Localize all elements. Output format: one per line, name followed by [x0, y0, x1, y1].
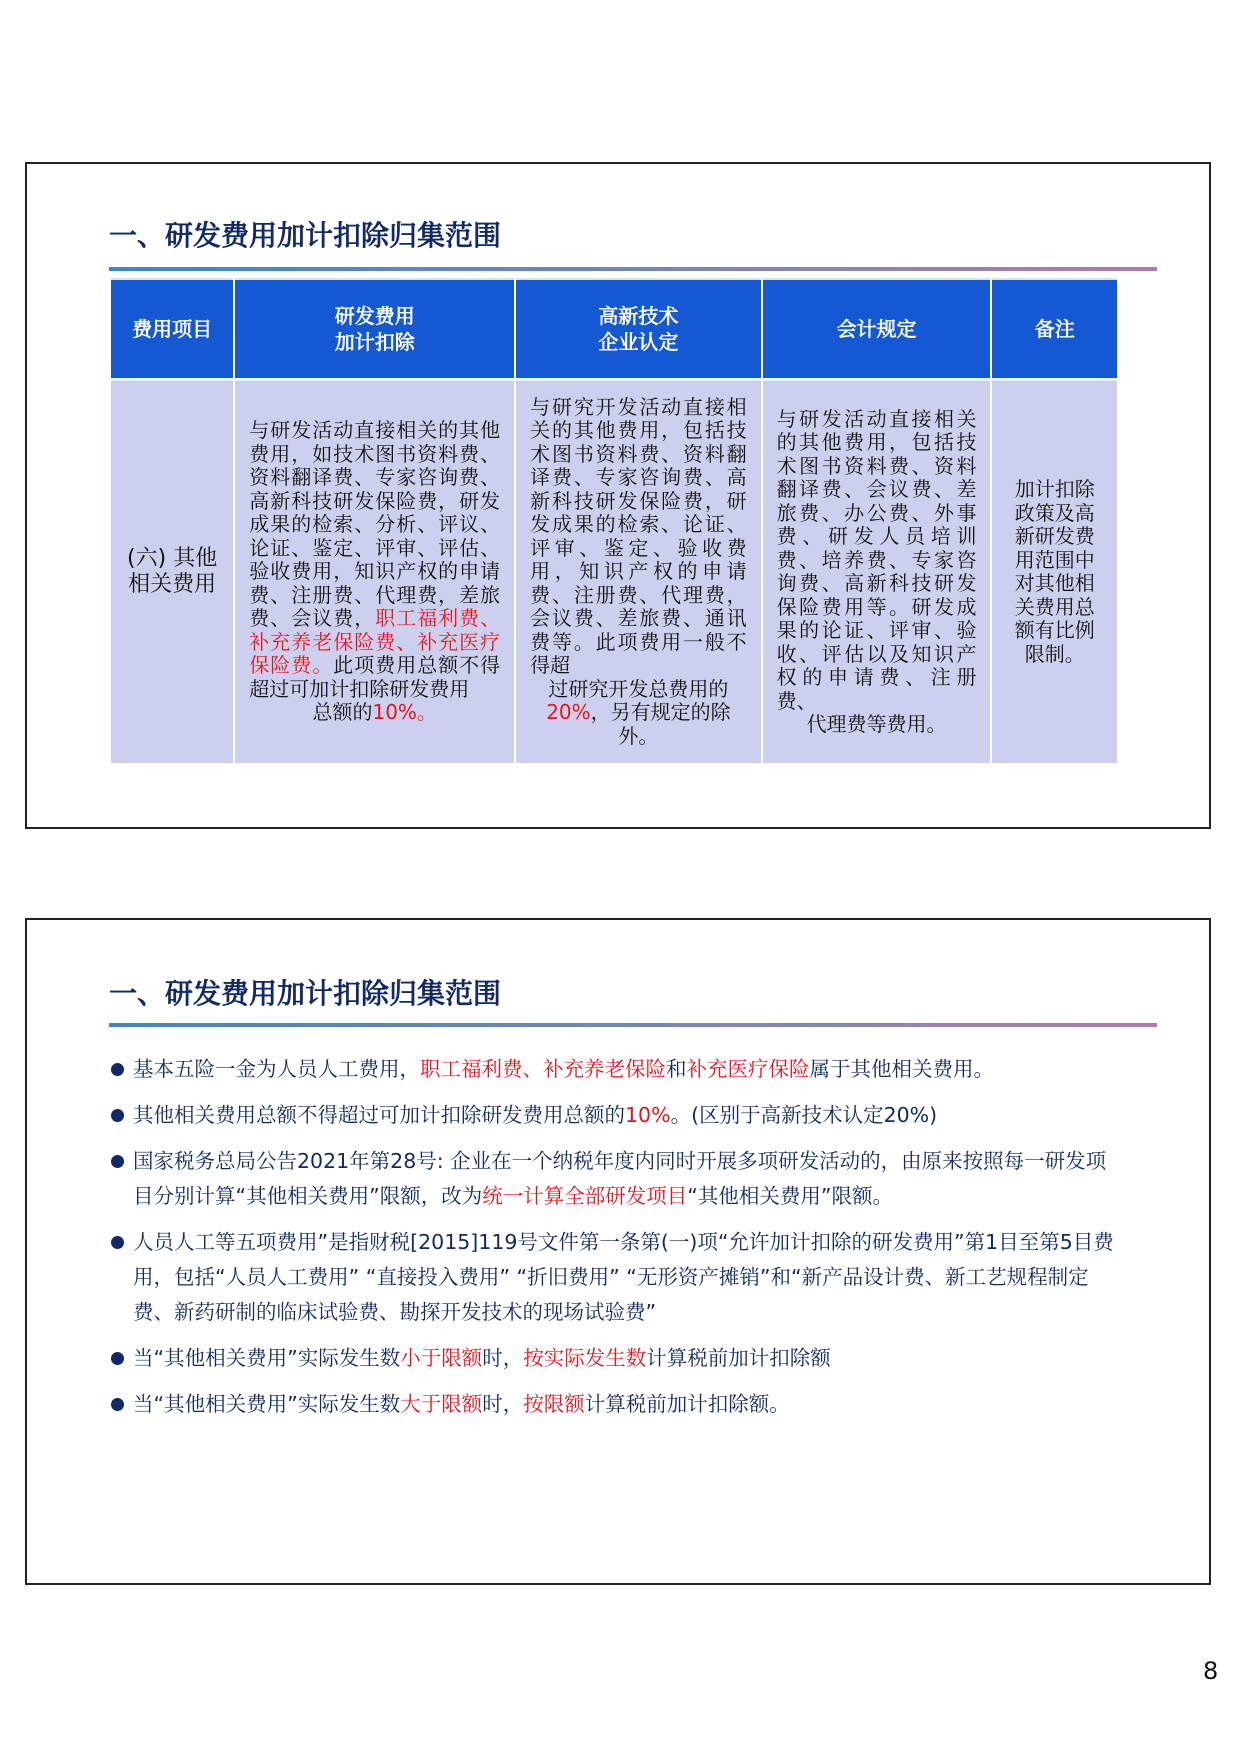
cell-text-centered [530, 725, 746, 749]
item-text: (六) 其他 [127, 546, 218, 571]
cell-text: 加计扣除政策及高新研发费用范围中对其他相关费用总额有比例限制。 [1014, 477, 1095, 666]
header-text: 研发费用 [334, 304, 415, 328]
highlight-text: 职工福利费、补充养老保险 [420, 1057, 666, 1081]
bullet-dot-icon [111, 1352, 124, 1365]
cell-text: 与研发活动直接相关的其他费用，包括技术图书资料费、资料翻译费、会议费、差旅费、办公费、外事费、研发人员培训费、培养费、专家咨询费、高新科技研发保险费用等。研发成果的论证、评审、验收、评估以及知识产权的申请费、注册费、 [776, 406, 977, 713]
highlight-text: 补充医疗保险 [686, 1057, 810, 1081]
cell-text-centered [530, 701, 746, 725]
table-header-row [111, 278, 1117, 378]
cell-text-centered: 代理费等费用。 [806, 712, 947, 736]
bullet-text: 当“其他相关费用”实际发生数 [133, 1346, 401, 1370]
bullet-text: “其他相关费用”限额。 [687, 1184, 893, 1208]
expense-scope-table [109, 278, 1119, 763]
cell-text: 过研究开发总费用的 [548, 676, 729, 701]
highlight-text: 小于限额 [400, 1346, 483, 1370]
bullet-text: 人员人工等五项费用”是指财税[2015]119号文件第一条第(一)项“允许加计扣除的研发费用”第1目至第5目费用，包括“人员人工费用” “直接投入费用” “折旧费用” “无形资产摊销”和“新产品设计费、新工艺规程制定费、新药研制的临床试验费、勘探开发技术的现场试验费” [133, 1230, 1114, 1324]
bullet-text: 属于其他相关费用。 [809, 1057, 994, 1081]
slide-title: 一、研发费用加计扣除归集范围 [109, 219, 502, 252]
cell-text: 与研发活动直接相关的其他费用，如技术图书资料费、资料翻译费、专家咨询费、高新科技研发保险费，研发成果的检索、分析、评议、论证、鉴定、评审、评估、验收费用，知识产权的申请费、注册费、代理费，差旅费、会议费， [249, 418, 501, 631]
slide-1 [25, 162, 1211, 829]
cell-text: 与研究开发活动直接相关的其他费用，包括技术图书资料费、资料翻译费、专家咨询费、高新科技研发保险费，研发成果的检索、论证、评审、鉴定、验收费用，知识产权的申请费、注册费、代理费，会议费、差旅费、通讯费等。此项费用一般不得超 [530, 394, 747, 678]
item-text: 相关费用 [128, 572, 217, 597]
cell-text: 此项费用总额不得超过可加计扣除研发费用 [249, 653, 501, 701]
highlight-text: 按限额 [523, 1392, 585, 1416]
bullet-text: 国家税务总局公告2021年第28号: 企业在一个纳税年度内同时开展多项研发活动的，由原来按照每一研发项目分别计算“其他相关费用”限额，改为 [133, 1149, 1107, 1208]
header-text: 企业认定 [598, 330, 679, 354]
cell-text-centered [530, 678, 746, 702]
cell-remarks [992, 378, 1117, 763]
cell-text: 外。 [618, 723, 659, 748]
bullet-dot-icon [111, 1063, 124, 1076]
bullet-text: 当“其他相关费用”实际发生数 [133, 1392, 401, 1416]
bullet-dot-icon [111, 1398, 124, 1411]
bullet-text: 计算税前加计扣除额 [646, 1346, 831, 1370]
table-row [111, 378, 1117, 763]
slide-title: 一、研发费用加计扣除归集范围 [109, 977, 502, 1010]
highlight-text: 20% [546, 700, 591, 725]
cell-text: ，另有规定的除 [590, 700, 731, 725]
bullet-text: 时， [482, 1346, 524, 1370]
bullet-dot-icon [111, 1236, 124, 1249]
header-text: 会计规定 [836, 317, 917, 341]
title-divider [109, 267, 1157, 271]
header-expense-item [111, 278, 233, 378]
highlight-text: 10%。 [372, 700, 437, 725]
header-text: 费用项目 [132, 317, 213, 341]
highlight-text: 10% [625, 1103, 671, 1127]
highlight-text: 统一计算全部研发项目 [482, 1184, 688, 1208]
bullet-text: 时， [482, 1392, 524, 1416]
title-divider [109, 1023, 1157, 1027]
cell-accounting [763, 378, 991, 763]
header-high-tech [516, 278, 760, 378]
header-accounting [763, 278, 991, 378]
bullet-dot-icon [111, 1155, 124, 1168]
slide-2 [25, 918, 1211, 1585]
highlight-text: 大于限额 [400, 1392, 483, 1416]
bullet-dot-icon [111, 1109, 124, 1122]
cell-text-centered [249, 701, 500, 725]
cell-high-tech [516, 378, 760, 763]
bullet-text: 和 [666, 1057, 687, 1081]
cell-rd-deduction [235, 378, 514, 763]
bullet-text: 。(区别于高新技术认定20%) [670, 1103, 938, 1127]
bullet-text: 其他相关费用总额不得超过可加计扣除研发费用总额的 [133, 1103, 625, 1127]
header-text: 高新技术 [598, 304, 679, 328]
bullet-text: 基本五险一金为人员人工费用， [133, 1057, 420, 1081]
header-text: 加计扣除 [334, 330, 415, 354]
cell-expense-item [111, 378, 233, 763]
highlight-text: 按实际发生数 [523, 1346, 647, 1370]
bullet-item [109, 1225, 1119, 1330]
bullet-item [109, 1341, 1119, 1376]
bullet-item [109, 1387, 1119, 1422]
page-number: 8 [1203, 1657, 1219, 1685]
bullet-text: 计算税前加计扣除额。 [584, 1392, 790, 1416]
bullet-item [109, 1052, 1119, 1087]
header-text: 备注 [1034, 317, 1075, 341]
cell-text: 总额的 [312, 700, 373, 725]
bullet-item [109, 1098, 1119, 1133]
header-remarks [992, 278, 1117, 378]
bullet-list [109, 1052, 1119, 1433]
highlight-text: 职工福利费、补充养老保险费、补充医疗保险费。 [249, 606, 501, 678]
header-rd-deduction [235, 278, 514, 378]
bullet-item [109, 1144, 1119, 1214]
